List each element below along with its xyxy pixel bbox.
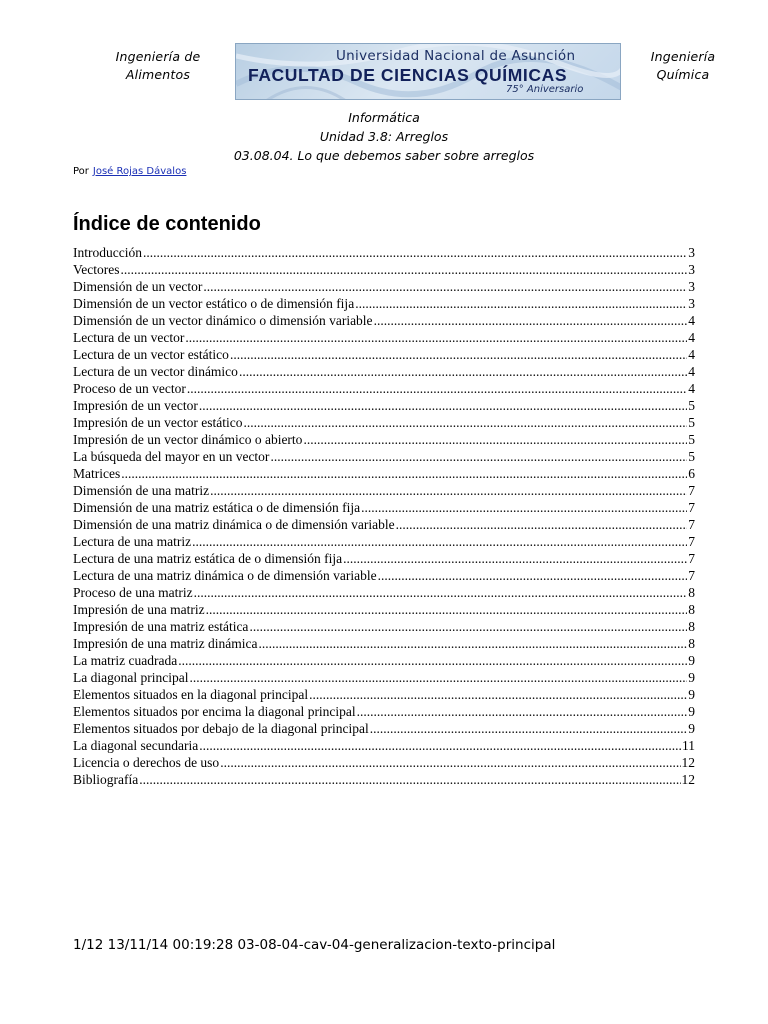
- toc-entry[interactable]: [73, 686, 695, 703]
- toc-entry-page: 7: [688, 517, 695, 532]
- toc-entry[interactable]: [73, 516, 695, 533]
- toc-entry[interactable]: [73, 346, 695, 363]
- toc-entry-title: Impresión de un vector dinámico o abierto: [73, 432, 303, 447]
- toc-entry-page: 8: [688, 585, 695, 600]
- toc-entry-title: Dimensión de un vector dinámico o dimensión variable: [73, 313, 373, 328]
- toc-dot-leader: [355, 295, 687, 312]
- toc-entry-page: 8: [688, 619, 695, 634]
- toc-entry-page: 5: [688, 432, 695, 447]
- header-right-label: Ingeniería Química: [650, 49, 716, 82]
- toc-entry-page: 5: [688, 398, 695, 413]
- toc-entry[interactable]: [73, 312, 695, 329]
- toc-dot-leader: [194, 584, 688, 601]
- toc-entry-page: 7: [688, 534, 695, 549]
- toc-entry-page: 4: [688, 381, 695, 396]
- toc-entry-title: Dimensión de una matriz estática o de dimensión fija: [73, 500, 361, 515]
- toc-entry[interactable]: [73, 737, 695, 754]
- toc-entry-page: 9: [688, 687, 695, 702]
- toc-dot-leader: [239, 363, 687, 380]
- toc-entry-page: 3: [688, 296, 695, 311]
- byline-prefix: Por: [73, 166, 89, 177]
- toc-dot-leader: [206, 601, 688, 618]
- toc-entry-page: 7: [688, 500, 695, 515]
- toc-entry-page: 9: [688, 653, 695, 668]
- toc-dot-leader: [396, 516, 688, 533]
- toc-dot-leader: [178, 652, 687, 669]
- toc-entry-title: Matrices: [73, 466, 121, 481]
- toc-entry-page: 11: [682, 738, 695, 753]
- document-subtitle: 03.08.04. Lo que debemos saber sobre arreglos: [233, 148, 535, 163]
- toc-entry[interactable]: [73, 669, 695, 686]
- toc-entry-title: Lectura de un vector: [73, 330, 185, 345]
- toc-dot-leader: [258, 635, 687, 652]
- toc-entry-title: Impresión de una matriz estática: [73, 619, 249, 634]
- toc-entry-title: Lectura de un vector estático: [73, 347, 229, 362]
- toc-entry[interactable]: [73, 754, 695, 771]
- toc-entry-page: 4: [688, 364, 695, 379]
- toc-dot-leader: [210, 482, 687, 499]
- toc-entry-title: Proceso de un vector: [73, 381, 186, 396]
- toc-entry[interactable]: [73, 380, 695, 397]
- toc-entry[interactable]: [73, 618, 695, 635]
- banner-university-name: Universidad Nacional de Asunción: [336, 48, 576, 64]
- page-footer: 1/12 13/11/14 00:19:28 03-08-04-cav-04-generalizacion-texto-principal: [73, 937, 556, 953]
- toc-entry-title: La diagonal secundaria: [73, 738, 199, 753]
- toc-entry-title: Elementos situados por debajo de la diagonal principal: [73, 721, 369, 736]
- toc-dot-leader: [243, 414, 687, 431]
- toc-dot-leader: [189, 669, 687, 686]
- toc-entry-page: 7: [688, 568, 695, 583]
- toc-dot-leader: [309, 686, 687, 703]
- toc-entry[interactable]: [73, 431, 695, 448]
- toc-entry-title: Elementos situados en la diagonal principal: [73, 687, 309, 702]
- toc-entry[interactable]: [73, 261, 695, 278]
- toc-entry-page: 3: [688, 262, 695, 277]
- toc-entry[interactable]: [73, 720, 695, 737]
- toc-entry[interactable]: [73, 567, 695, 584]
- toc-entry[interactable]: [73, 635, 695, 652]
- toc-entry[interactable]: [73, 465, 695, 482]
- toc-dot-leader: [139, 771, 680, 788]
- toc-entry-title: Bibliografía: [73, 772, 139, 787]
- toc-entry-title: Licencia o derechos de uso: [73, 755, 220, 770]
- toc-entry-page: 4: [688, 330, 695, 345]
- unit-title: Unidad 3.8: Arreglos: [319, 129, 449, 144]
- toc-entry-page: 9: [688, 704, 695, 719]
- toc-entry[interactable]: [73, 329, 695, 346]
- toc-entry[interactable]: [73, 295, 695, 312]
- toc-entry-page: 3: [688, 245, 695, 260]
- toc-entry[interactable]: [73, 771, 695, 788]
- toc-entry[interactable]: [73, 703, 695, 720]
- toc-dot-leader: [185, 329, 687, 346]
- toc-dot-leader: [378, 567, 688, 584]
- toc-dot-leader: [143, 244, 687, 261]
- toc-entry-page: 5: [688, 449, 695, 464]
- header-left-label: Ingeniería de Alimentos: [115, 49, 201, 82]
- toc-dot-leader: [361, 499, 687, 516]
- toc-entry-page: 9: [688, 670, 695, 685]
- toc-dot-leader: [120, 261, 687, 278]
- toc-entry[interactable]: [73, 448, 695, 465]
- toc-entry-title: Impresión de un vector estático: [73, 415, 243, 430]
- toc-dot-leader: [270, 448, 687, 465]
- toc-entry[interactable]: [73, 482, 695, 499]
- toc-dot-leader: [357, 703, 688, 720]
- toc-entry[interactable]: [73, 584, 695, 601]
- toc-entry-page: 4: [688, 347, 695, 362]
- toc-dot-leader: [249, 618, 687, 635]
- table-of-contents: [73, 244, 695, 788]
- faculty-banner-logo: [235, 43, 621, 100]
- toc-entry-title: La búsqueda del mayor en un vector: [73, 449, 270, 464]
- toc-entry[interactable]: [73, 533, 695, 550]
- toc-entry-title: Impresión de una matriz: [73, 602, 205, 617]
- banner-faculty-name: FACULTAD DE CIENCIAS QUÍMICAS: [248, 65, 568, 85]
- toc-entry-title: La diagonal principal: [73, 670, 189, 685]
- toc-entry-page: 8: [688, 636, 695, 651]
- toc-entry-page: 9: [688, 721, 695, 736]
- toc-dot-leader: [374, 312, 688, 329]
- toc-dot-leader: [187, 380, 687, 397]
- toc-dot-leader: [192, 533, 687, 550]
- toc-entry[interactable]: [73, 278, 695, 295]
- toc-entry-title: Lectura de un vector dinámico: [73, 364, 238, 379]
- toc-entry-page: 6: [688, 466, 695, 481]
- toc-entry[interactable]: [73, 652, 695, 669]
- toc-entry-page: 8: [688, 602, 695, 617]
- toc-dot-leader: [303, 431, 687, 448]
- toc-entry-page: 12: [681, 755, 695, 770]
- byline: [73, 165, 186, 179]
- toc-entry-title: Lectura de una matriz dinámica o de dimensión variable: [73, 568, 377, 583]
- toc-entry-page: 12: [681, 772, 695, 787]
- toc-entry-title: Introducción: [73, 245, 142, 260]
- banner-anniversary: 75° Aniversario: [506, 84, 584, 95]
- toc-entry[interactable]: [73, 550, 695, 567]
- toc-entry-page: 7: [688, 483, 695, 498]
- toc-dot-leader: [370, 720, 687, 737]
- toc-entry[interactable]: [73, 363, 695, 380]
- toc-dot-leader: [121, 465, 687, 482]
- toc-entry[interactable]: [73, 397, 695, 414]
- toc-entry-page: 5: [688, 415, 695, 430]
- toc-heading: Índice de contenido: [73, 213, 261, 235]
- toc-entry-title: Dimensión de un vector estático o de dimensión fija: [73, 296, 355, 311]
- toc-dot-leader: [343, 550, 687, 567]
- toc-entry-title: Dimensión de una matriz dinámica o de dimensión variable: [73, 517, 395, 532]
- toc-entry[interactable]: [73, 499, 695, 516]
- toc-entry-title: Dimensión de un vector: [73, 279, 203, 294]
- toc-dot-leader: [199, 737, 681, 754]
- toc-entry-page: 4: [688, 313, 695, 328]
- toc-entry-title: Vectores: [73, 262, 120, 277]
- toc-entry-title: La matriz cuadrada: [73, 653, 178, 668]
- toc-entry-title: Lectura de una matriz estática de o dimensión fija: [73, 551, 343, 566]
- toc-entry-title: Impresión de una matriz dinámica: [73, 636, 258, 651]
- toc-dot-leader: [199, 397, 687, 414]
- toc-dot-leader: [203, 278, 687, 295]
- toc-entry[interactable]: [73, 414, 695, 431]
- toc-entry-page: 3: [688, 279, 695, 294]
- author-link[interactable]: José Rojas Dávalos: [92, 166, 187, 177]
- toc-entry-title: Dimensión de una matriz: [73, 483, 210, 498]
- course-title: Informática: [348, 110, 420, 125]
- toc-dot-leader: [220, 754, 680, 771]
- toc-dot-leader: [230, 346, 687, 363]
- toc-entry[interactable]: [73, 601, 695, 618]
- toc-entry-title: Proceso de una matriz: [73, 585, 193, 600]
- toc-entry-page: 7: [688, 551, 695, 566]
- toc-entry-title: Impresión de un vector: [73, 398, 198, 413]
- toc-entry-title: Elementos situados por encima la diagonal principal: [73, 704, 356, 719]
- toc-entry-title: Lectura de una matriz: [73, 534, 192, 549]
- toc-entry[interactable]: [73, 244, 695, 261]
